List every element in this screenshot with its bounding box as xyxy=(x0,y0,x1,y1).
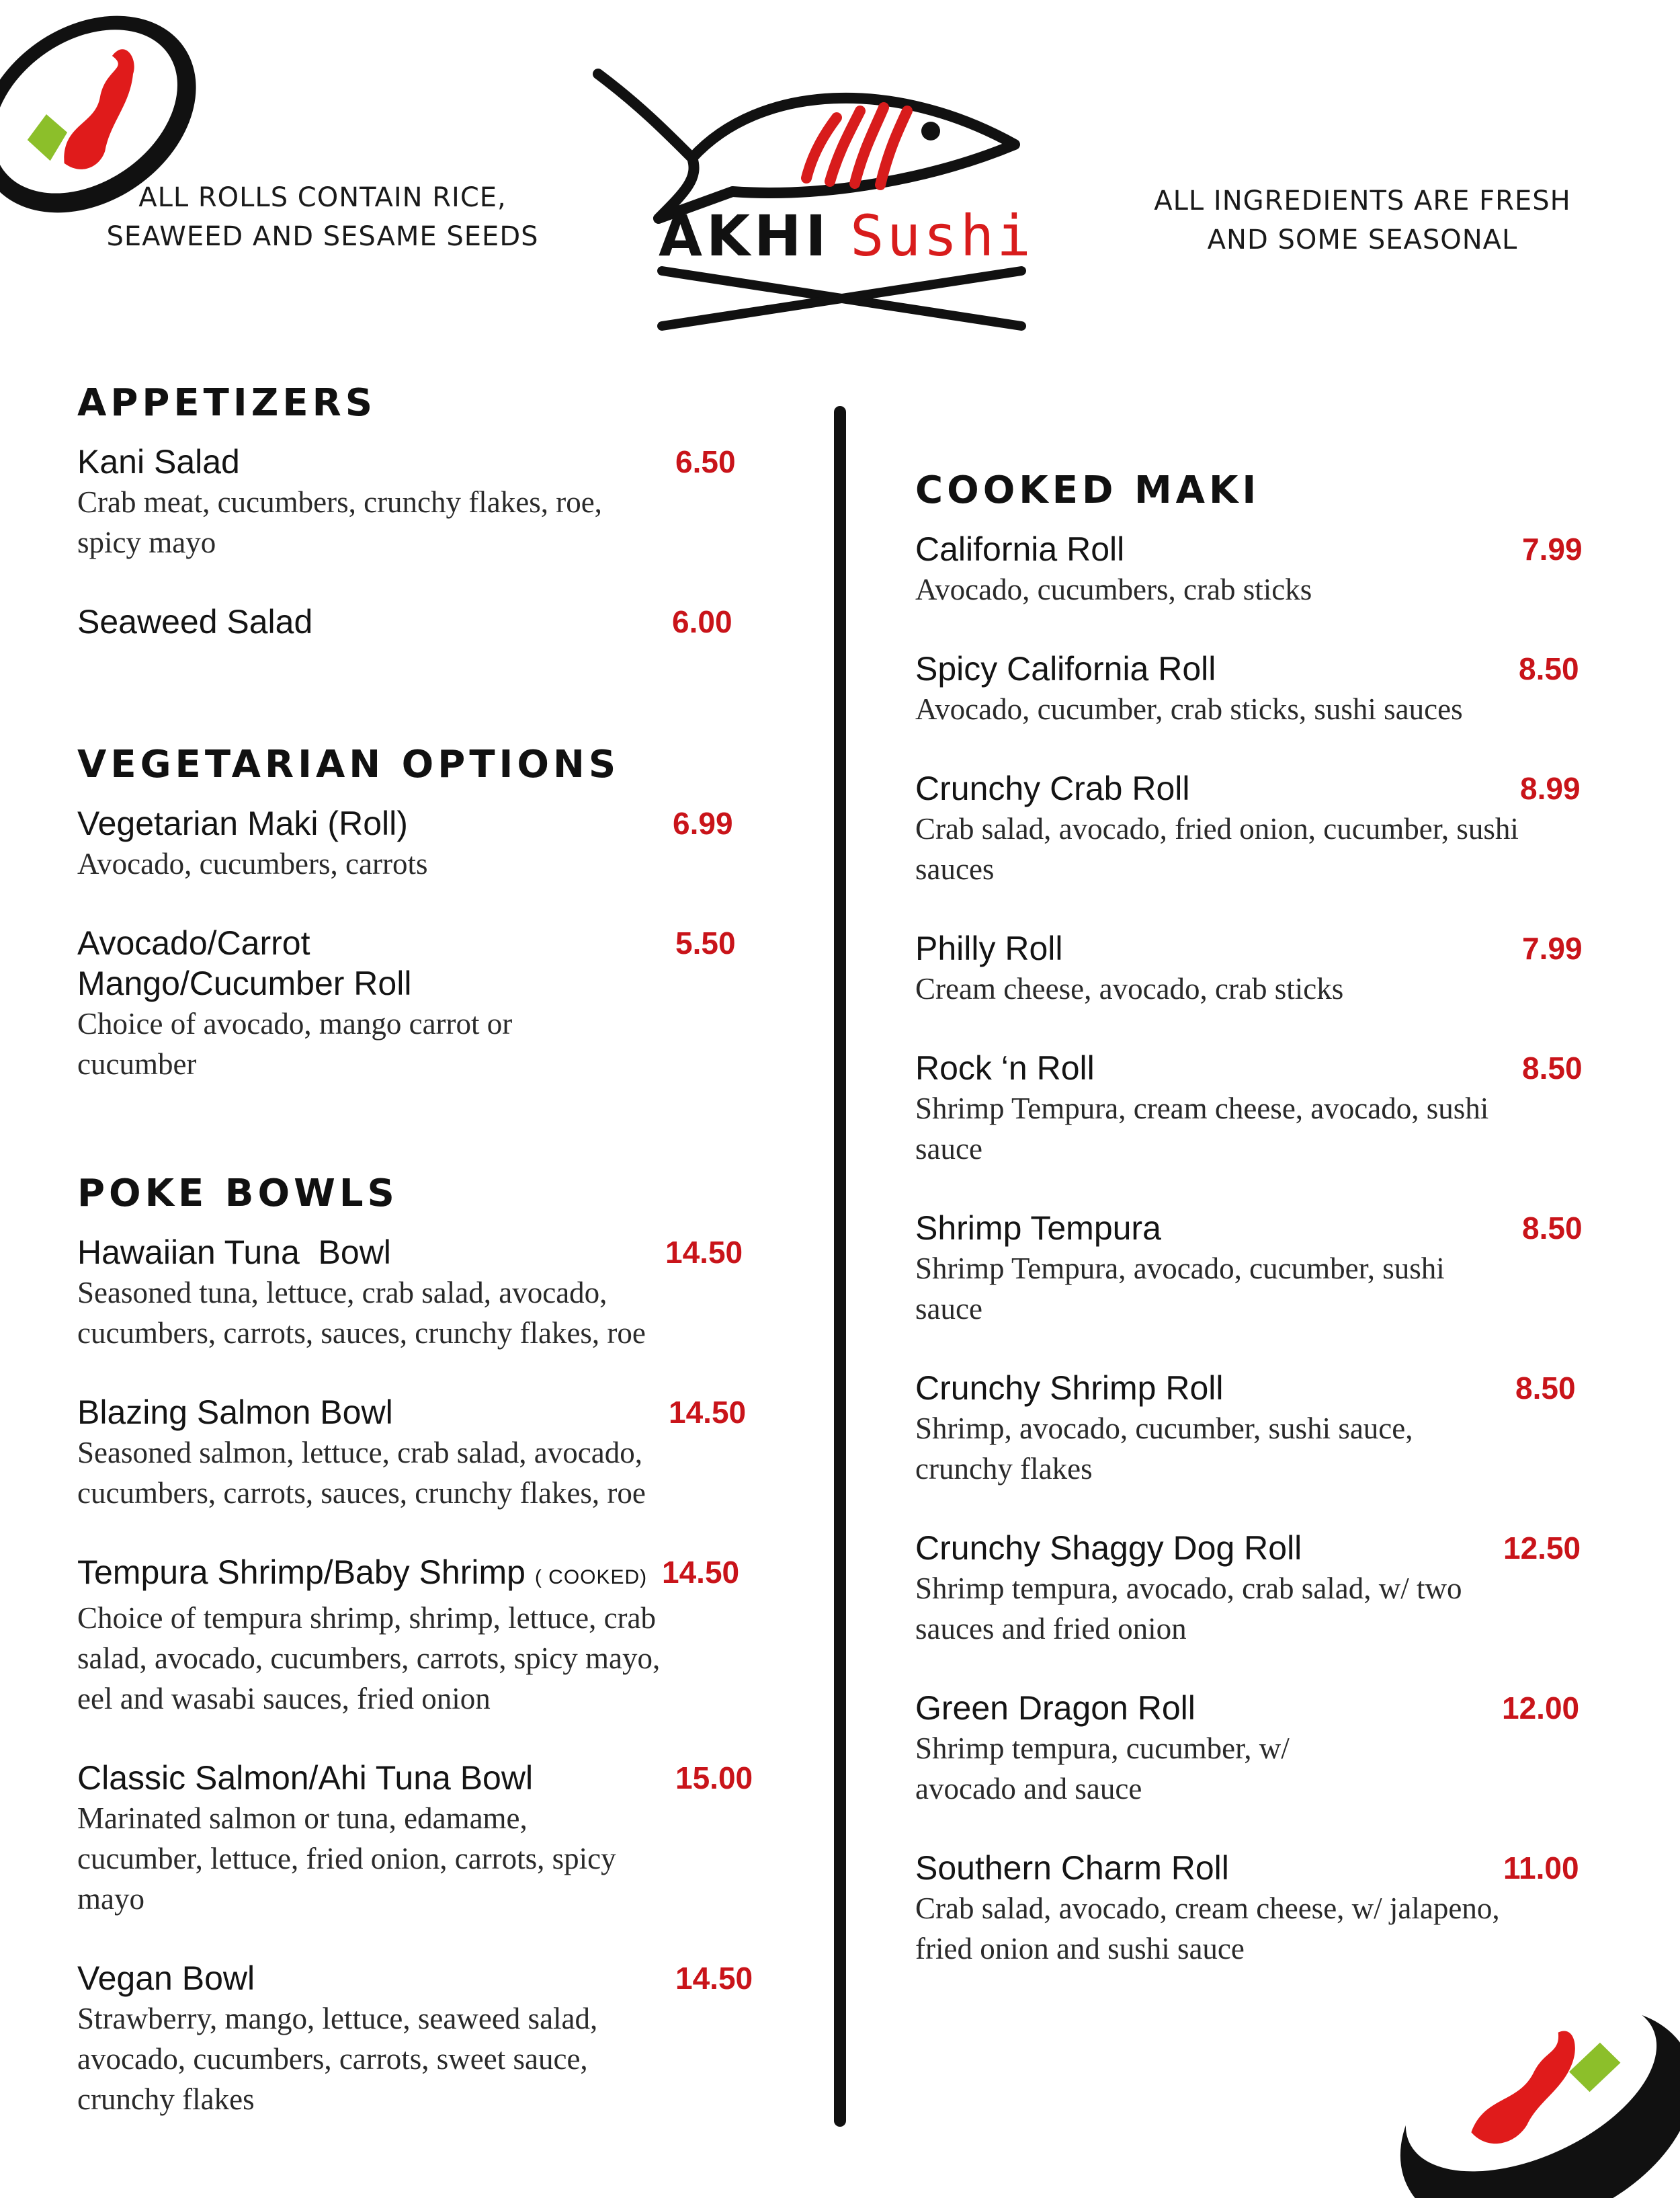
item-name: Kani Salad xyxy=(77,443,240,481)
item-price: 14.50 xyxy=(665,1235,743,1270)
item-description: Shrimp tempura, cucumber, w/ avocado and sauce xyxy=(915,1732,1290,1805)
item-name: Avocado/Carrot Mango/Cucumber Roll xyxy=(77,924,412,1002)
item-price: 6.00 xyxy=(672,604,732,639)
item-price: 14.50 xyxy=(662,1555,740,1590)
menu-item xyxy=(915,1528,1594,1649)
section-vegetarian xyxy=(77,741,763,1084)
section-title: APPETIZERS xyxy=(77,381,377,425)
item-price: 7.99 xyxy=(1522,931,1583,966)
notice-line: ALL ROLLS CONTAIN RICE, xyxy=(138,182,507,213)
menu-item xyxy=(77,923,763,1084)
item-description: Seasoned salmon, lettuce, crab salad, avocado, cucumbers, carrots, sauces, crunchy flakes, roe xyxy=(77,1436,646,1510)
menu-item xyxy=(915,768,1594,889)
section-poke-bowls xyxy=(77,1170,763,2119)
item-price: 7.99 xyxy=(1522,532,1583,567)
notice-line: AND SOME SEASONAL xyxy=(1207,225,1518,255)
item-price: 8.50 xyxy=(1519,651,1579,686)
item-description: Cream cheese, avocado, crab sticks xyxy=(915,972,1344,1006)
section-title: POKE BOWLS xyxy=(77,1172,398,1215)
item-price: 14.50 xyxy=(675,1961,753,1996)
item-name: Spicy California Roll xyxy=(915,650,1216,688)
item-price: 14.50 xyxy=(669,1395,747,1430)
item-description: Avocado, cucumbers, crab sticks xyxy=(915,573,1312,606)
item-name: Southern Charm Roll xyxy=(915,1849,1229,1887)
item-name xyxy=(77,1552,763,1598)
item-description: Avocado, cucumbers, carrots xyxy=(77,847,428,881)
section-cooked-maki xyxy=(915,467,1594,1969)
fish-icon xyxy=(598,74,1015,218)
menu-column-right xyxy=(915,467,1594,2008)
item-price: 8.99 xyxy=(1520,771,1581,806)
item-description: Choice of avocado, mango carrot or cucumber xyxy=(77,1007,513,1081)
item-description: Crab meat, cucumbers, crunchy flakes, roe, spicy mayo xyxy=(77,485,602,559)
item-name: Hawaiian Tuna Bowl xyxy=(77,1233,391,1271)
item-name: Vegan Bowl xyxy=(77,1959,255,1997)
notice-ingredients xyxy=(1146,181,1579,259)
item-price: 8.50 xyxy=(1515,1371,1576,1406)
menu-item xyxy=(77,803,763,884)
menu-item xyxy=(915,1368,1594,1489)
menu-item xyxy=(915,1688,1594,1809)
item-name: Philly Roll xyxy=(915,930,1063,967)
restaurant-logo xyxy=(585,57,1042,346)
item-description: Crab salad, avocado, cream cheese, w/ jalapeno, fried onion and sushi sauce xyxy=(915,1891,1500,1965)
menu-item xyxy=(915,1848,1594,1969)
menu-item xyxy=(915,529,1594,610)
item-description: Marinated salmon or tuna, edamame, cucumber, lettuce, fried onion, carrots, spicy mayo xyxy=(77,1801,616,1916)
menu-item xyxy=(915,1208,1594,1329)
item-description: Shrimp, avocado, cucumber, sushi sauce, crunchy flakes xyxy=(915,1412,1413,1485)
item-price: 12.00 xyxy=(1502,1691,1580,1725)
item-description: Crab salad, avocado, fried onion, cucumber, sushi sauces xyxy=(915,812,1519,886)
item-description: Shrimp tempura, avocado, crab salad, w/ two sauces and fried onion xyxy=(915,1572,1462,1645)
menu-item xyxy=(77,1552,763,1719)
item-description: Choice of tempura shrimp, shrimp, lettuce, crab salad, avocado, cucumbers, carrots, spicy mayo, eel and wasabi sauces, fried onion xyxy=(77,1601,661,1715)
menu-item xyxy=(77,1958,763,2119)
logo-word-sushi: Sushi xyxy=(850,203,1034,269)
menu-item xyxy=(77,602,763,642)
item-name: Crunchy Shrimp Roll xyxy=(915,1369,1224,1407)
item-name: California Roll xyxy=(915,530,1125,568)
item-name: Seaweed Salad xyxy=(77,603,313,641)
section-appetizers xyxy=(77,380,763,642)
item-name: Rock ‘n Roll xyxy=(915,1049,1095,1087)
item-price: 6.50 xyxy=(675,444,736,479)
item-price: 11.00 xyxy=(1503,1850,1579,1885)
item-price: 8.50 xyxy=(1522,1211,1583,1246)
menu-item xyxy=(915,649,1594,729)
menu-item xyxy=(77,442,763,563)
notice-line: ALL INGREDIENTS ARE FRESH xyxy=(1154,186,1571,216)
item-price: 12.50 xyxy=(1503,1531,1581,1565)
item-description: Shrimp Tempura, avocado, cucumber, sushi sauce xyxy=(915,1252,1445,1326)
item-name: Crunchy Crab Roll xyxy=(915,770,1190,807)
section-title: COOKED MAKI xyxy=(915,469,1261,512)
item-name: Classic Salmon/Ahi Tuna Bowl xyxy=(77,1759,534,1797)
menu-item xyxy=(77,1392,763,1513)
menu-item xyxy=(915,1048,1594,1169)
column-divider xyxy=(834,406,846,2127)
item-price: 5.50 xyxy=(675,926,736,961)
item-description: Avocado, cucumber, crab sticks, sushi sauces xyxy=(915,692,1463,726)
item-name: Vegetarian Maki (Roll) xyxy=(77,805,408,842)
item-price: 8.50 xyxy=(1522,1051,1583,1086)
menu-item xyxy=(77,1758,763,1919)
notice-line: SEAWEED AND SESAME SEEDS xyxy=(106,221,539,252)
item-name: Shrimp Tempura xyxy=(915,1209,1161,1247)
item-price: 15.00 xyxy=(675,1760,753,1795)
item-name: Green Dragon Roll xyxy=(915,1689,1195,1727)
notice-rolls xyxy=(101,178,544,256)
item-name-text: Tempura Shrimp/Baby Shrimp xyxy=(77,1553,526,1591)
item-note: ( COOKED) xyxy=(534,1566,648,1588)
item-name: Blazing Salmon Bowl xyxy=(77,1393,393,1431)
menu-item xyxy=(915,928,1594,1009)
menu-column-left xyxy=(77,380,763,2158)
item-description: Strawberry, mango, lettuce, seaweed salad, avocado, cucumbers, carrots, sweet sauce, crunchy flakes xyxy=(77,2002,598,2116)
item-description: Shrimp Tempura, cream cheese, avocado, sushi sauce xyxy=(915,1092,1489,1166)
item-description: Seasoned tuna, lettuce, crab salad, avocado, cucumbers, carrots, sauces, crunchy flakes, roe xyxy=(77,1276,646,1350)
menu-item xyxy=(77,1232,763,1353)
item-name: Crunchy Shaggy Dog Roll xyxy=(915,1529,1302,1567)
section-title: VEGETARIAN OPTIONS xyxy=(77,743,620,786)
logo-word-akhi: AKHI xyxy=(659,203,831,269)
item-price: 6.99 xyxy=(673,806,733,841)
